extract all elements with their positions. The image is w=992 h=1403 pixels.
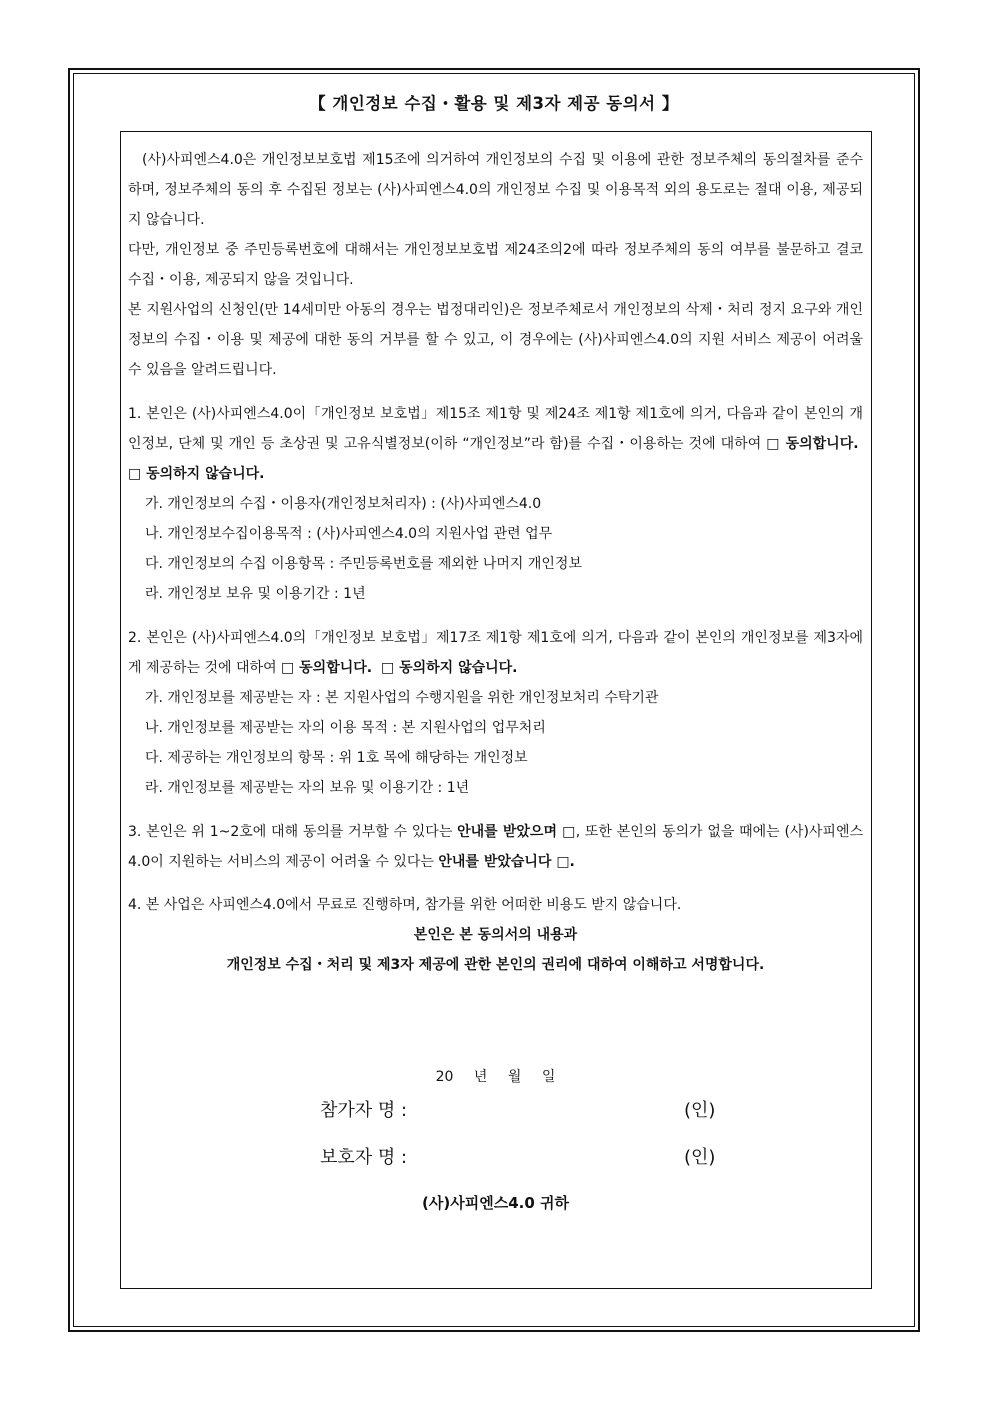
intro-paragraph-2: 다만, 개인정보 중 주민등록번호에 대해서는 개인정보보호법 제24조의2에 따라 정보주체의 동의 여부를 불문하고 결코 수집・이용, 제공되지 않을 것입니다. <box>128 242 863 288</box>
section-1-item: 가. 개인정보의 수집・이용자(개인정보처리자) : (사)사피엔스4.0 <box>145 496 542 512</box>
section-1-disagree-checkbox[interactable]: □ 동의하지 않습니다. <box>128 466 265 482</box>
section-3-part-1: 3. 본인은 위 1~2호에 대해 동의를 거부할 수 있다는 <box>128 824 453 840</box>
section-2-disagree-checkbox[interactable]: □ 동의하지 않습니다. <box>381 660 518 676</box>
closing-line-2: 개인정보 수집・처리 및 제3자 제공에 관한 본인의 권리에 대하여 이해하고 서명합니다. <box>226 957 765 973</box>
section-1-item: 나. 개인정보수집이용목적 : (사)사피엔스4.0의 지원사업 관련 업무 <box>145 526 553 542</box>
guardian-seal[interactable]: (인) <box>684 1147 716 1168</box>
date-line[interactable]: 20 년 월 일 <box>435 1069 556 1085</box>
section-1 <box>128 399 863 489</box>
section-2-item: 가. 개인정보를 제공받는 자 : 본 지원사업의 수행지원을 위한 개인정보처리 수탁기관 <box>145 690 659 706</box>
intro-paragraph-3: 본 지원사업의 신청인(만 14세미만 아동의 경우는 법정대리인)은 정보주체로서 개인정보의 삭제・처리 정지 요구와 개인정보의 수집・이용 및 제공에 대한 동의 거부를 할 수 있고, 이 경우에는 (사)사피엔스4.0의 지원 서비스 제공이 어려울 수 있음을 알려드립니다. <box>128 302 863 378</box>
section-3 <box>128 817 863 877</box>
guardian-name-label: 보호자 명 : <box>320 1147 408 1168</box>
section-2 <box>128 623 863 683</box>
document-title: 【 개인정보 수집・활용 및 제3자 제공 동의서 】 <box>309 94 679 113</box>
addressee: (사)사피엔스4.0 귀하 <box>422 1194 569 1212</box>
section-2-item: 다. 제공하는 개인정보의 항목 : 위 1호 목에 해당하는 개인정보 <box>145 750 528 766</box>
consent-content <box>128 145 863 980</box>
participant-name-label: 참가자 명 : <box>320 1100 408 1121</box>
section-1-text: 1. 본인은 (사)사피엔스4.0이「개인정보 보호법」제15조 제1항 및 제24조 제1항 제1호에 의거, 다음과 같이 본인의 개인정보, 단체 및 개인 등 초상권 및 고유식별정보(이하 “개인정보”라 함)를 수집・이용하는 것에 대하여 <box>128 406 863 452</box>
participant-seal[interactable]: (인) <box>684 1100 716 1121</box>
section-3-notice-checkbox-1[interactable]: 안내를 받았으며 □ <box>457 824 576 840</box>
section-2-text: 2. 본인은 (사)사피엔스4.0의「개인정보 보호법」제17조 제1항 제1호에 의거, 다음과 같이 본인의 개인정보를 제3자에게 제공하는 것에 대하여 <box>128 630 863 676</box>
section-2-agree-checkbox[interactable]: □ 동의합니다. <box>281 660 373 676</box>
intro-paragraph-1: (사)사피엔스4.0은 개인정보보호법 제15조에 의거하여 개인정보의 수집 및 이용에 관한 정보주체의 동의절차를 준수하며, 정보주체의 동의 후 수집된 정보는 (사)사피엔스4.0의 개인정보 수집 및 이용목적 외의 용도로는 절대 이용, 제공되지 않습니다. <box>128 152 863 228</box>
section-2-item: 나. 개인정보를 제공받는 자의 이용 목적 : 본 지원사업의 업무처리 <box>145 720 546 736</box>
closing-line-1: 본인은 본 동의서의 내용과 <box>413 927 578 943</box>
section-4: 4. 본 사업은 사피엔스4.0에서 무료로 진행하며, 참가를 위한 어떠한 비용도 받지 않습니다. <box>128 897 682 913</box>
section-3-part-2: , 또한 본인의 동의가 없을 때에는 (사)사피엔스4.0이 지원하는 서비스의 제공이 어려울 수 있다는 <box>128 824 864 870</box>
section-2-item: 라. 개인정보를 제공받는 자의 보유 및 이용기간 : 1년 <box>145 780 470 796</box>
section-1-agree-checkbox[interactable]: □ 동의합니다. <box>766 436 859 452</box>
section-3-notice-checkbox-2[interactable]: 안내를 받았습니다 □. <box>438 854 575 870</box>
section-1-item: 다. 개인정보의 수집 이용항목 : 주민등록번호를 제외한 나머지 개인정보 <box>145 556 582 572</box>
section-1-item: 라. 개인정보 보유 및 이용기간 : 1년 <box>145 586 366 602</box>
